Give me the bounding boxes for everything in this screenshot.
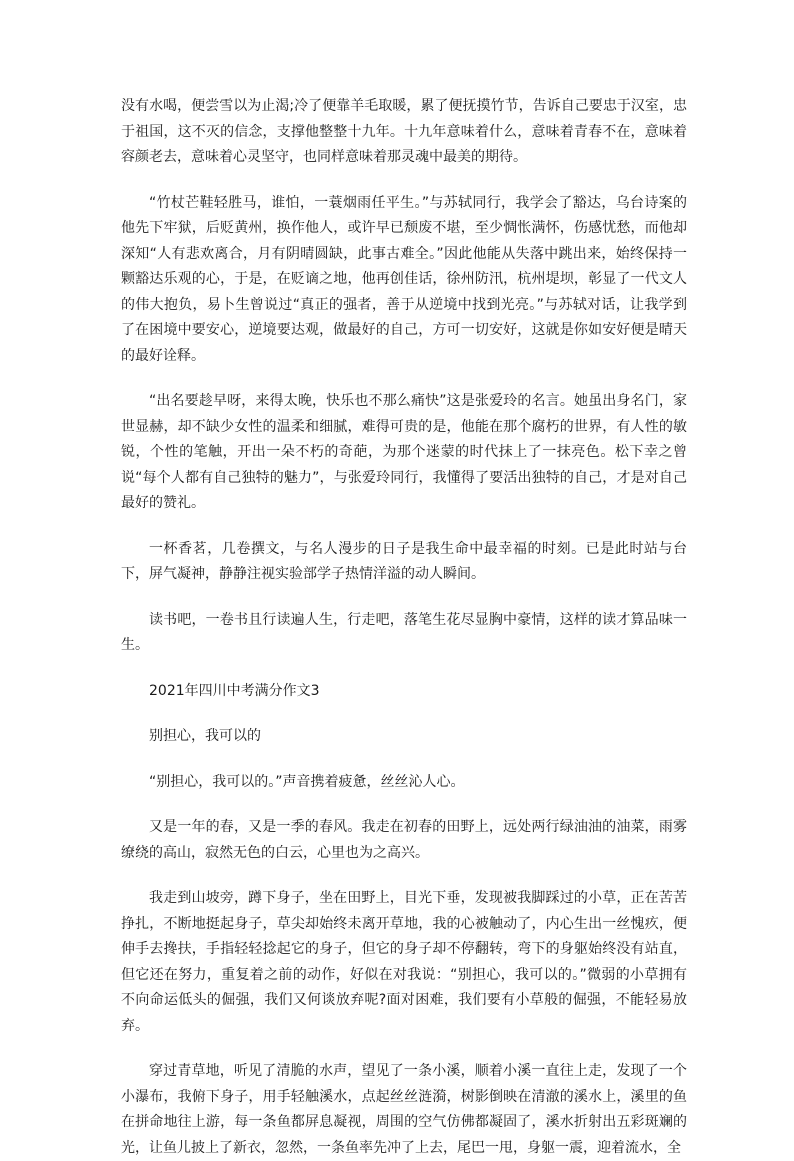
paragraph-tea-and-books: 一杯香茗，几卷撰文，与名人漫步的日子是我生命中最幸福的时刻。已是此时站与台下，屏气凝神，静静注视实验部学子热情洋溢的动人瞬间。 — [121, 540, 687, 582]
paragraph-stream-fish: 穿过青草地，听见了清脆的水声，望见了一条小溪，顺着小溪一直往上走，发现了一个小瀑布，我俯下身子，用手轻触溪水，点起丝丝涟漪，树影倒映在清澈的溪水上，溪里的鱼在拼命地往上游，每一条鱼都屏息凝视，周围的空气仿佛都凝固了，溪水折射出五彩斑斓的光，让鱼儿披上了新衣，忽然，一条鱼率先冲了上去，尾巴一甩，身躯一震，迎着流水，全 — [121, 1063, 687, 1156]
paragraph-su-shi: “竹杖芒鞋轻胜马，谁怕，一蓑烟雨任平生。”与苏轼同行，我学会了豁达，乌台诗案的他先下牢狱，后贬黄州，换作他人，或许早已颓废不堪，至少惆怅满怀，伤感忧愁，而他却深知“人有悲欢离合，月有阴晴圆缺，此事古难全。”因此他能从失落中跳出来，始终保持一颗豁达乐观的心，于是，在贬谪之地，他再创佳话，徐州防汛，杭州堤坝，彰显了一代文人的伟大抱负，易卜生曾说过“真正的强者，善于从逆境中找到光亮。”与苏轼对话，让我学到了在困境中要安心，逆境要达观，做最好的自己，方可一切安好，这就是你如安好便是晴天的最好诠释。 — [121, 194, 687, 364]
paragraph-gap — [121, 795, 687, 815]
paragraph-gap — [121, 369, 687, 389]
document-page — [121, 94, 687, 1161]
paragraph-gap — [121, 171, 687, 191]
paragraph-gap — [121, 866, 687, 886]
paragraph-read-and-walk: 读书吧，一卷书且行读遍人生，行走吧，落笔生花尽显胸中豪情，这样的读才算品味一生。 — [121, 611, 687, 653]
paragraph-gap — [121, 588, 687, 608]
paragraph-little-grass: 我走到山坡旁，蹲下身子，坐在田野上，目光下垂，发现被我脚踩过的小草，正在苦苦挣扎，不断地挺起身子，草尖却始终未离开草地，我的心被触动了，内心生出一丝愧疚，便伸手去搀扶，手指轻轻捻起它的身子，但它的身子却不停翻转，弯下的身躯始终没有站直，但它还在努力，重复着之前的动作，好似在对我说：“别担心，我可以的。”微弱的小草拥有不向命运低头的倔强，我们又何谈放弃呢?面对困难，我们要有小草般的倔强，不能轻易放弃。 — [121, 890, 687, 1034]
paragraph-spring: 又是一年的春，又是一季的春风。我走在初春的田野上，远处两行绿油油的油菜，雨雾缭绕的高山，寂然无色的白云，心里也为之高兴。 — [121, 819, 687, 861]
paragraph-gap — [121, 750, 687, 770]
paragraph-gap — [121, 659, 687, 679]
paragraph-gap — [121, 1039, 687, 1059]
paragraph-su-wu-ending: 没有水喝，便尝雪以为止渴;冷了便靠羊毛取暖，累了便抚摸竹节，告诉自己要忠于汉室，忠于祖国，这不灭的信念，支撑他整整十九年。十九年意味着什么，意味着青春不在，意味着容颜老去，意味着心灵坚守，也同样意味着那灵魂中最美的期待。 — [121, 98, 687, 165]
paragraph-zhang-ailing: “出名要趁早呀，来得太晚，快乐也不那么痛快”这是张爱玲的名言。她虽出身名门，家世显赫，却不缺少女性的温柔和细腻，难得可贵的是，他能在那个腐朽的世界，有人性的敏锐，个性的笔触，开出一朵不朽的奇葩，为那个迷蒙的时代抹上了一抹亮色。松下幸之曾说“每个人都有自己独特的魅力”，与张爱玲同行，我懂得了要活出独特的自己，才是对自己最好的赞礼。 — [121, 393, 687, 511]
essay-source-heading: 2021年四川中考满分作文3 — [149, 682, 320, 699]
paragraph-gap — [121, 517, 687, 537]
paragraph-opening-quote: “别担心，我可以的。”声音携着疲惫，丝丝沁人心。 — [149, 773, 465, 790]
paragraph-gap — [121, 704, 687, 724]
essay-title: 别担心，我可以的 — [149, 728, 261, 744]
